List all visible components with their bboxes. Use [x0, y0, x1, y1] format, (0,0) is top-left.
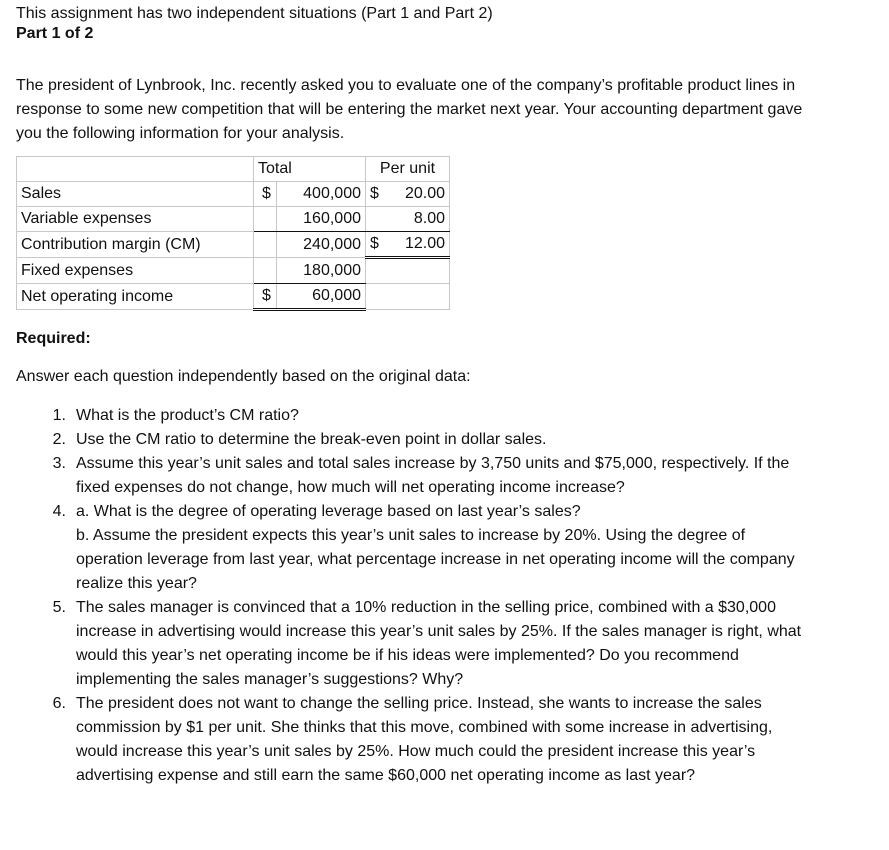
question-number: 6.: [52, 695, 66, 712]
table-row: [17, 284, 450, 310]
row-label: Net operating income: [17, 284, 254, 310]
pu-value: 12.00: [404, 235, 445, 252]
row-total: 240,000: [277, 232, 366, 258]
row-label: Fixed expenses: [17, 258, 254, 284]
list-item: [16, 404, 816, 428]
question-text: The president does not want to change the selling price. Instead, she wants to increase the sales commission by $1 per unit. She thinks that this move, combined with some increase in advertising, would increase this year’s unit sales by 25%. How much could the president increase this year’s advertising expense and still earn the same $60,000 net operating income as last year?: [76, 695, 773, 784]
scenario-paragraph: The president of Lynbrook, Inc. recently asked you to evaluate one of the company’s profitable product lines in response to some new competition that will be entering the market next year. Your accounting department gave you the following information for your analysis.: [16, 77, 803, 142]
list-item: [16, 500, 816, 596]
question-number: 4.: [52, 503, 66, 520]
financial-table: [16, 156, 450, 311]
pu-value: 8.00: [413, 210, 445, 227]
row-per-unit: [366, 284, 450, 310]
question-text: Assume this year’s unit sales and total sales increase by 3,750 units and $75,000, respectively. If the fixed expenses do not change, how much will net operating income increase?: [76, 455, 790, 496]
row-total: 60,000: [277, 284, 366, 310]
question-number: 3.: [52, 455, 66, 472]
table-row: [17, 232, 450, 258]
question-number: 1.: [52, 407, 66, 424]
row-dollar-sign: [254, 232, 277, 258]
question-part-b: b. Assume the president expects this year’s unit sales to increase by 20%. Using the degree of operation leverage from last year, what percentage increase in net operating income will the company realize this year?: [76, 527, 795, 592]
table-row: [17, 207, 450, 232]
table-row: [17, 258, 450, 284]
document-page: [16, 4, 876, 784]
row-total: 180,000: [277, 258, 366, 284]
row-per-unit: [366, 232, 450, 258]
list-item: [16, 596, 816, 692]
row-label: Sales: [17, 182, 254, 207]
question-number: 5.: [52, 599, 66, 616]
question-text: Use the CM ratio to determine the break-even point in dollar sales.: [76, 431, 547, 448]
row-dollar-sign: $: [254, 284, 277, 310]
row-dollar-sign: $: [254, 182, 277, 207]
row-per-unit: [366, 207, 450, 232]
row-total: 160,000: [277, 207, 366, 232]
required-heading: Required:: [16, 330, 91, 347]
pu-dollar-sign: $: [370, 235, 379, 252]
table-header-row: [17, 157, 450, 182]
row-total: 400,000: [277, 182, 366, 207]
list-item: [16, 692, 816, 788]
question-text-group: [66, 500, 816, 596]
header-total: Total: [254, 157, 366, 182]
row-label: Variable expenses: [17, 207, 254, 232]
row-per-unit: [366, 182, 450, 207]
answer-instruction: Answer each question independently based on the original data:: [16, 368, 471, 385]
part-label: Part 1 of 2: [16, 25, 94, 42]
row-dollar-sign: [254, 258, 277, 284]
question-text: What is the product’s CM ratio?: [76, 407, 299, 424]
row-per-unit: [366, 258, 450, 284]
list-item: [16, 452, 816, 500]
assignment-intro: This assignment has two independent situations (Part 1 and Part 2): [16, 5, 493, 22]
question-text: The sales manager is convinced that a 10% reduction in the selling price, combined with a $30,000 increase in advertising would increase this year’s unit sales by 25%. If the sales manager is right, what would this year’s net operating income be if his ideas were implemented? Do you recommend implementing the sales manager’s suggestions? Why?: [76, 599, 802, 688]
pu-dollar-sign: $: [370, 185, 379, 202]
pu-value: 20.00: [404, 185, 445, 202]
header-per-unit: Per unit: [366, 157, 450, 182]
row-dollar-sign: [254, 207, 277, 232]
list-item: [16, 428, 816, 452]
question-list: [16, 404, 816, 788]
question-number: 2.: [52, 431, 66, 448]
row-label: Contribution margin (CM): [17, 232, 254, 258]
table-row: [17, 182, 450, 207]
table-header-blank: [17, 157, 254, 182]
question-part-a: a. What is the degree of operating leverage based on last year’s sales?: [76, 503, 581, 520]
